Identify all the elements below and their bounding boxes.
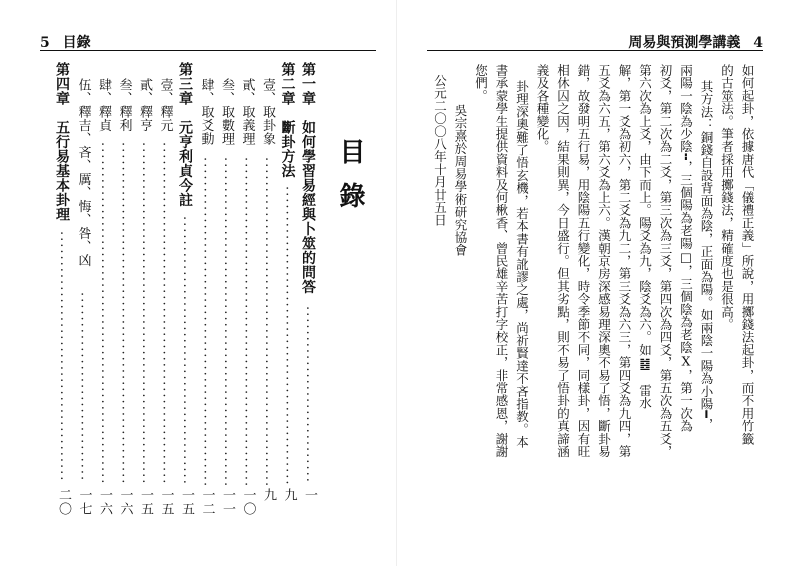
page-number: 4: [753, 35, 763, 51]
toc-section-label: 肆、釋貞: [96, 78, 111, 132]
toc-chapter-label: 第三章 元亨利貞今註: [177, 62, 193, 207]
toc-leader-dots: ............................................: [180, 216, 195, 486]
text-column: 公元二〇〇八年十月廿五日: [432, 74, 448, 227]
text-column: 吳宗熹於周易學術研究協會: [453, 104, 468, 257]
text-column: 第六次為上爻，由下而上。陽爻為九，陰爻為六。如䷾ 雷水: [637, 64, 653, 410]
left-page: [0, 0, 396, 566]
toc-leader-dots: .................................................: [282, 186, 298, 487]
left-header: [40, 32, 91, 52]
text-column: 卦理深奧難了悟玄機，若本書有訛謬之處，尚祈賢達不吝指教。本: [514, 80, 530, 449]
toc-page-number: 九: [281, 488, 297, 502]
toc-leader-dots: ........................................................: [98, 142, 113, 486]
page-number: 5: [40, 35, 50, 51]
toc-chapter-label: 第四章 五行易基本卦理: [54, 62, 70, 222]
text-column: 五爻為六五，第六爻為上六。漢朝京房深感易理深奧不易了悟，斷卦易: [596, 64, 612, 458]
text-column: 如何起卦，依據唐代「儀禮正義」所說，用擲錢法起卦，而不用竹籤: [740, 64, 755, 445]
toc-leader-dots: .............................: [303, 306, 318, 484]
toc-leader-dots: ........................................................: [139, 142, 154, 486]
toc-page-number: 一二: [199, 488, 215, 516]
toc-leader-dots: ...............................: [77, 292, 93, 483]
text-column: 兩陽一陰為少陰╍，三個陽為老陽□，三個陰為老陰Ⅹ，第一次為: [678, 64, 694, 433]
toc-section-label: 壹、取卦象: [260, 78, 275, 146]
right-header: [628, 32, 763, 52]
toc-page-number: 一五: [179, 488, 194, 516]
toc-title: 目錄: [335, 138, 365, 226]
toc-section-label: 叁、取數理: [219, 78, 234, 146]
toc-page-number: 一一: [220, 488, 235, 516]
toc-section-label: 壹、釋元: [157, 78, 173, 132]
toc-page-number: 一六: [117, 488, 133, 516]
text-column: 錯，故發明五行易，用陰陽五行變化，時令季節不同，同樣卦，因有旺: [576, 64, 591, 458]
text-column: 的古筮法。筆者採用擲錢法，精確度也是很高。: [719, 64, 735, 331]
text-column: 解，第一爻為初六，第二爻為九二，第三爻為六三，第四爻為九四，第: [617, 64, 632, 458]
toc-leader-dots: ......................................................: [262, 157, 277, 489]
text-column: 其方法：銅錢自設背面為陰，正面為陽。如兩陰一陽為小陽━，: [699, 80, 714, 431]
toc-page-number: 九: [261, 488, 276, 502]
text-column: 義及各種變化。: [535, 64, 550, 153]
toc-section-label: 叁、釋利: [116, 78, 132, 132]
text-column: 初爻，第二次為二爻，第三次為三爻，第四次為四爻，第五次為五爻，: [658, 64, 673, 458]
toc-section-label: 貳、釋亨: [137, 78, 152, 132]
toc-section-label: 肆、取爻動: [198, 78, 214, 146]
toc-leader-dots: ........................................................: [118, 142, 134, 486]
toc-leader-dots: ......................................................: [200, 157, 216, 489]
toc-chapter-label: 第二章 斷卦方法: [279, 62, 296, 178]
toc-leader-dots: ......................................................: [221, 157, 236, 489]
right-page: [397, 0, 793, 566]
text-column: 您們。: [473, 64, 489, 103]
toc-section-label: 貳、取義理: [239, 78, 255, 146]
toc-page-number: 一五: [138, 488, 153, 516]
toc-page-number: 一五: [158, 488, 174, 516]
toc-leader-dots: ........................................................: [159, 142, 175, 486]
toc-page-number: 一〇: [240, 488, 256, 516]
toc-section-label: 伍、釋吉、吝、厲、悔、咎、凶: [75, 78, 91, 267]
text-column: 書承蒙學生提供資料及何楸香、曾民雄辛苦打字校正，非常感恩，謝謝: [494, 64, 509, 458]
toc-leader-dots: ......................................................: [241, 157, 257, 489]
text-column: 相休囚之因，結果則異，今日盛行。但其劣點，則不易了悟卦的真諦涵: [555, 64, 571, 458]
toc-chapter-label: 第一章 如何學習易經與卜筮的問答: [300, 62, 316, 294]
toc-page-number: 一: [302, 488, 317, 502]
toc-leader-dots: .........................................: [57, 231, 72, 483]
toc-page-number: 一六: [97, 488, 112, 516]
running-title: 周易與預測學講義: [628, 35, 741, 51]
toc-page-number: 二〇: [56, 488, 71, 516]
running-title: 目錄: [62, 35, 91, 51]
toc-page-number: 一七: [76, 488, 92, 516]
